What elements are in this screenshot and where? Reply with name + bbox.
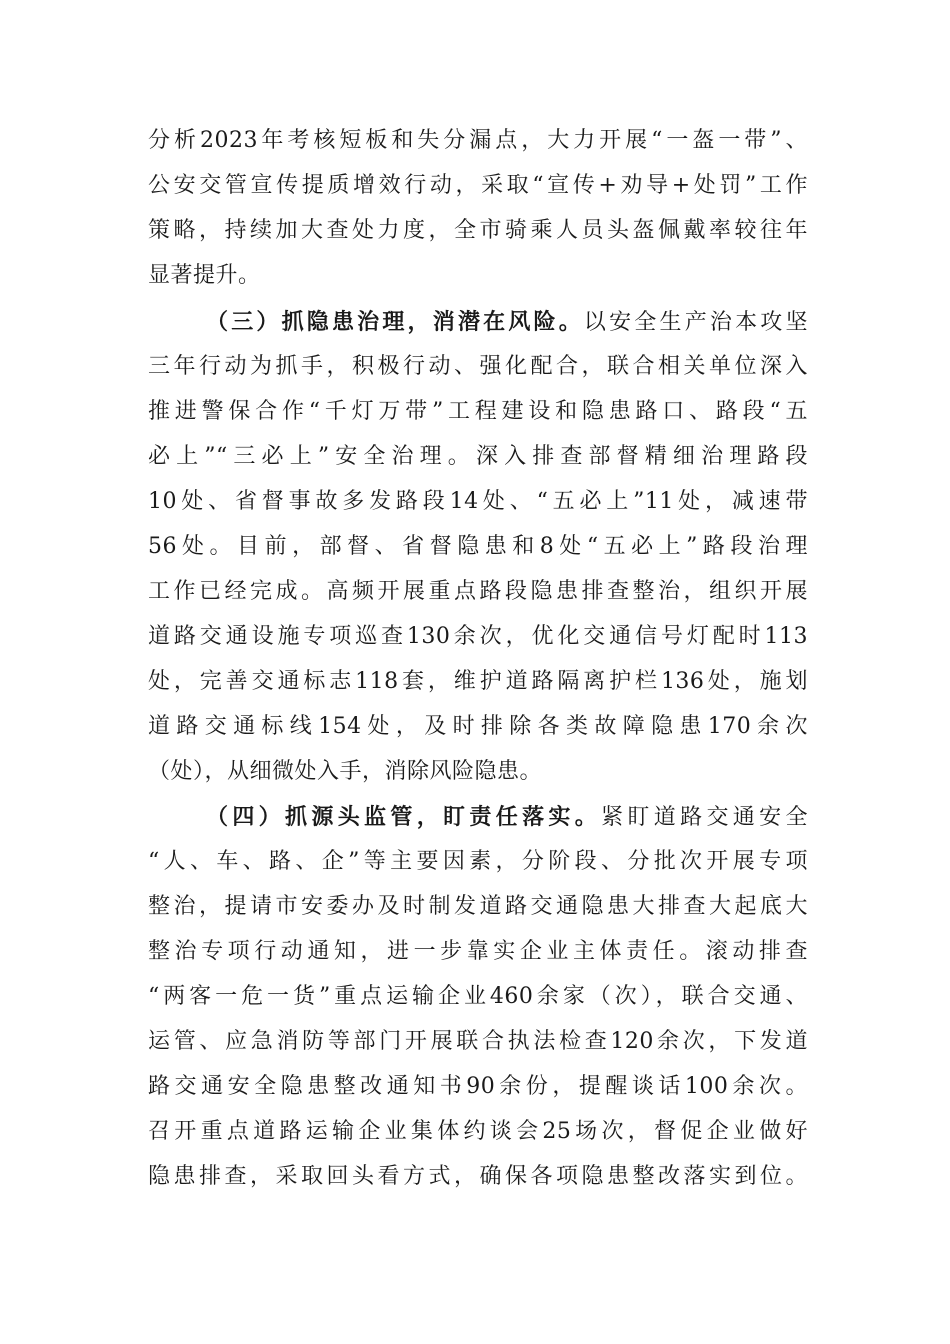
text-line: 必上”“三必上”安全治理。深入排查部督精细治理路段 xyxy=(148,444,808,469)
text-line: 策略，持续加大查处力度，全市骑乘人员头盔佩戴率较往年 xyxy=(148,218,808,243)
text-line: 隐患排查，采取回头看方式，确保各项隐患整改落实到位。 xyxy=(148,1164,808,1189)
section-heading-line xyxy=(148,794,808,840)
text-line: 公安交管宣传提质增效行动，采取“宣传+劝导+处罚”工作 xyxy=(148,173,808,198)
section-heading: （四）抓源头监管，盯责任落实。 xyxy=(206,804,602,830)
text-line: 运管、应急消防等部门开展联合执法检查120余次，下发道 xyxy=(148,1029,808,1054)
text-line: （处），从细微处入手，消除风险隐患。 xyxy=(148,759,543,784)
text-line: 10处、省督事故多发路段14处、“五必上”11处，减速带 xyxy=(148,489,808,514)
text-line: 显著提升。 xyxy=(148,263,261,288)
text-line: “人、车、路、企”等主要因素，分阶段、分批次开展专项 xyxy=(148,849,808,874)
text-line: 处，完善交通标志118套，维护道路隔离护栏136处，施划 xyxy=(148,669,808,694)
text-line: 工作已经完成。高频开展重点路段隐患排查整治，组织开展 xyxy=(148,579,808,604)
text-line: 路交通安全隐患整改通知书90余份，提醒谈话100余次。 xyxy=(148,1074,808,1099)
text-line: 道路交通设施专项巡查130余次，优化交通信号灯配时113 xyxy=(148,624,808,649)
section-heading-line xyxy=(148,299,808,345)
text-fragment: 以安全生产治本攻坚 xyxy=(583,310,808,335)
text-line: 分析2023年考核短板和失分漏点，大力开展“一盔一带”、 xyxy=(148,128,808,153)
text-line: 56处。目前，部督、省督隐患和8处“五必上”路段治理 xyxy=(148,534,808,559)
text-line: 三年行动为抓手，积极行动、强化配合，联合相关单位深入 xyxy=(148,354,808,379)
text-line: 推进警保合作“千灯万带”工程建设和隐患路口、路段“五 xyxy=(148,399,808,424)
text-line: 整治，提请市安委办及时制发道路交通隐患大排查大起底大 xyxy=(148,894,808,919)
text-line: 整治专项行动通知，进一步靠实企业主体责任。滚动排查 xyxy=(148,939,808,964)
text-line: 召开重点道路运输企业集体约谈会25场次，督促企业做好 xyxy=(148,1119,808,1144)
text-line: 道路交通标线154处，及时排除各类故障隐患170余次 xyxy=(148,714,808,739)
section-heading: （三）抓隐患治理，消潜在风险。 xyxy=(206,309,584,335)
text-line: “两客一危一货”重点运输企业460余家（次），联合交通、 xyxy=(148,984,808,1009)
text-fragment: 紧盯道路交通安全 xyxy=(601,805,808,830)
